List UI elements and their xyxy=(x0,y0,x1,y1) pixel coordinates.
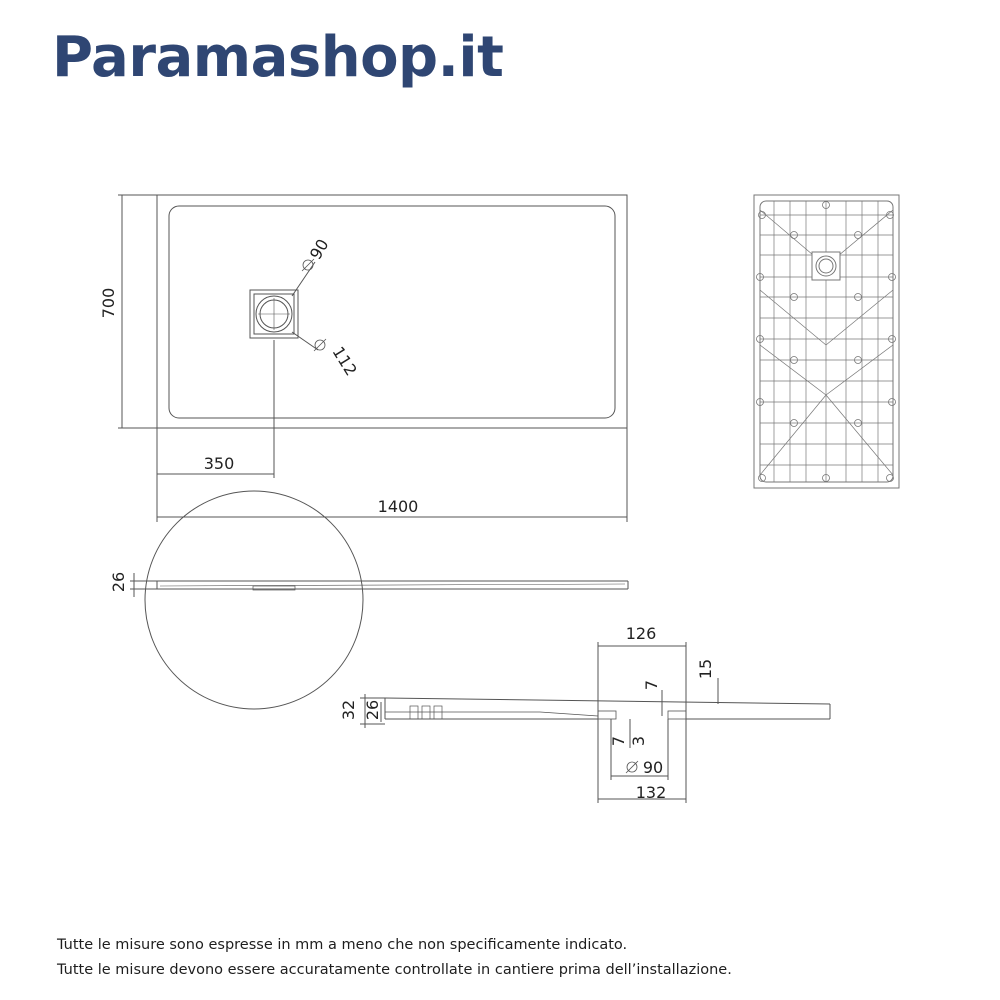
side-view xyxy=(130,491,628,709)
offset-label: 350 xyxy=(203,454,235,473)
drain-gap-label: 3 xyxy=(629,735,648,747)
drain-hole-label: 90 xyxy=(642,758,664,777)
width-label: 1400 xyxy=(377,497,419,516)
tray-inner-outline xyxy=(169,206,615,418)
detail-circle xyxy=(145,491,363,709)
footer-line-2: Tutte le misure devono essere accuratamente controllate in cantiere prima dell’installazione. xyxy=(57,962,732,978)
drain-top-label: 126 xyxy=(625,624,657,643)
section-view xyxy=(360,642,830,803)
footer-line-1: Tutte le misure sono espresse in mm a meno che non specificamente indicato. xyxy=(57,937,628,953)
drain-bottom-label: 132 xyxy=(635,783,667,802)
brand-name: Paramashop.it xyxy=(52,25,504,90)
drain-inner-label: 90 xyxy=(305,235,333,263)
bottom-view xyxy=(754,195,899,488)
drain-lower-step-label: 7 xyxy=(609,735,628,747)
top-view xyxy=(118,195,627,522)
tray-outline xyxy=(157,195,627,428)
drain-top xyxy=(250,262,318,350)
footer-notes xyxy=(57,933,732,983)
drain-step-label: 7 xyxy=(642,679,661,691)
side-thickness-label: 26 xyxy=(109,571,128,593)
height-label: 700 xyxy=(99,287,118,319)
drain-outer-label: 112 xyxy=(328,343,361,380)
drain-depth-label: 15 xyxy=(696,658,715,680)
total-thickness-label: 32 xyxy=(339,699,358,721)
edge-thickness-label: 26 xyxy=(363,699,382,721)
